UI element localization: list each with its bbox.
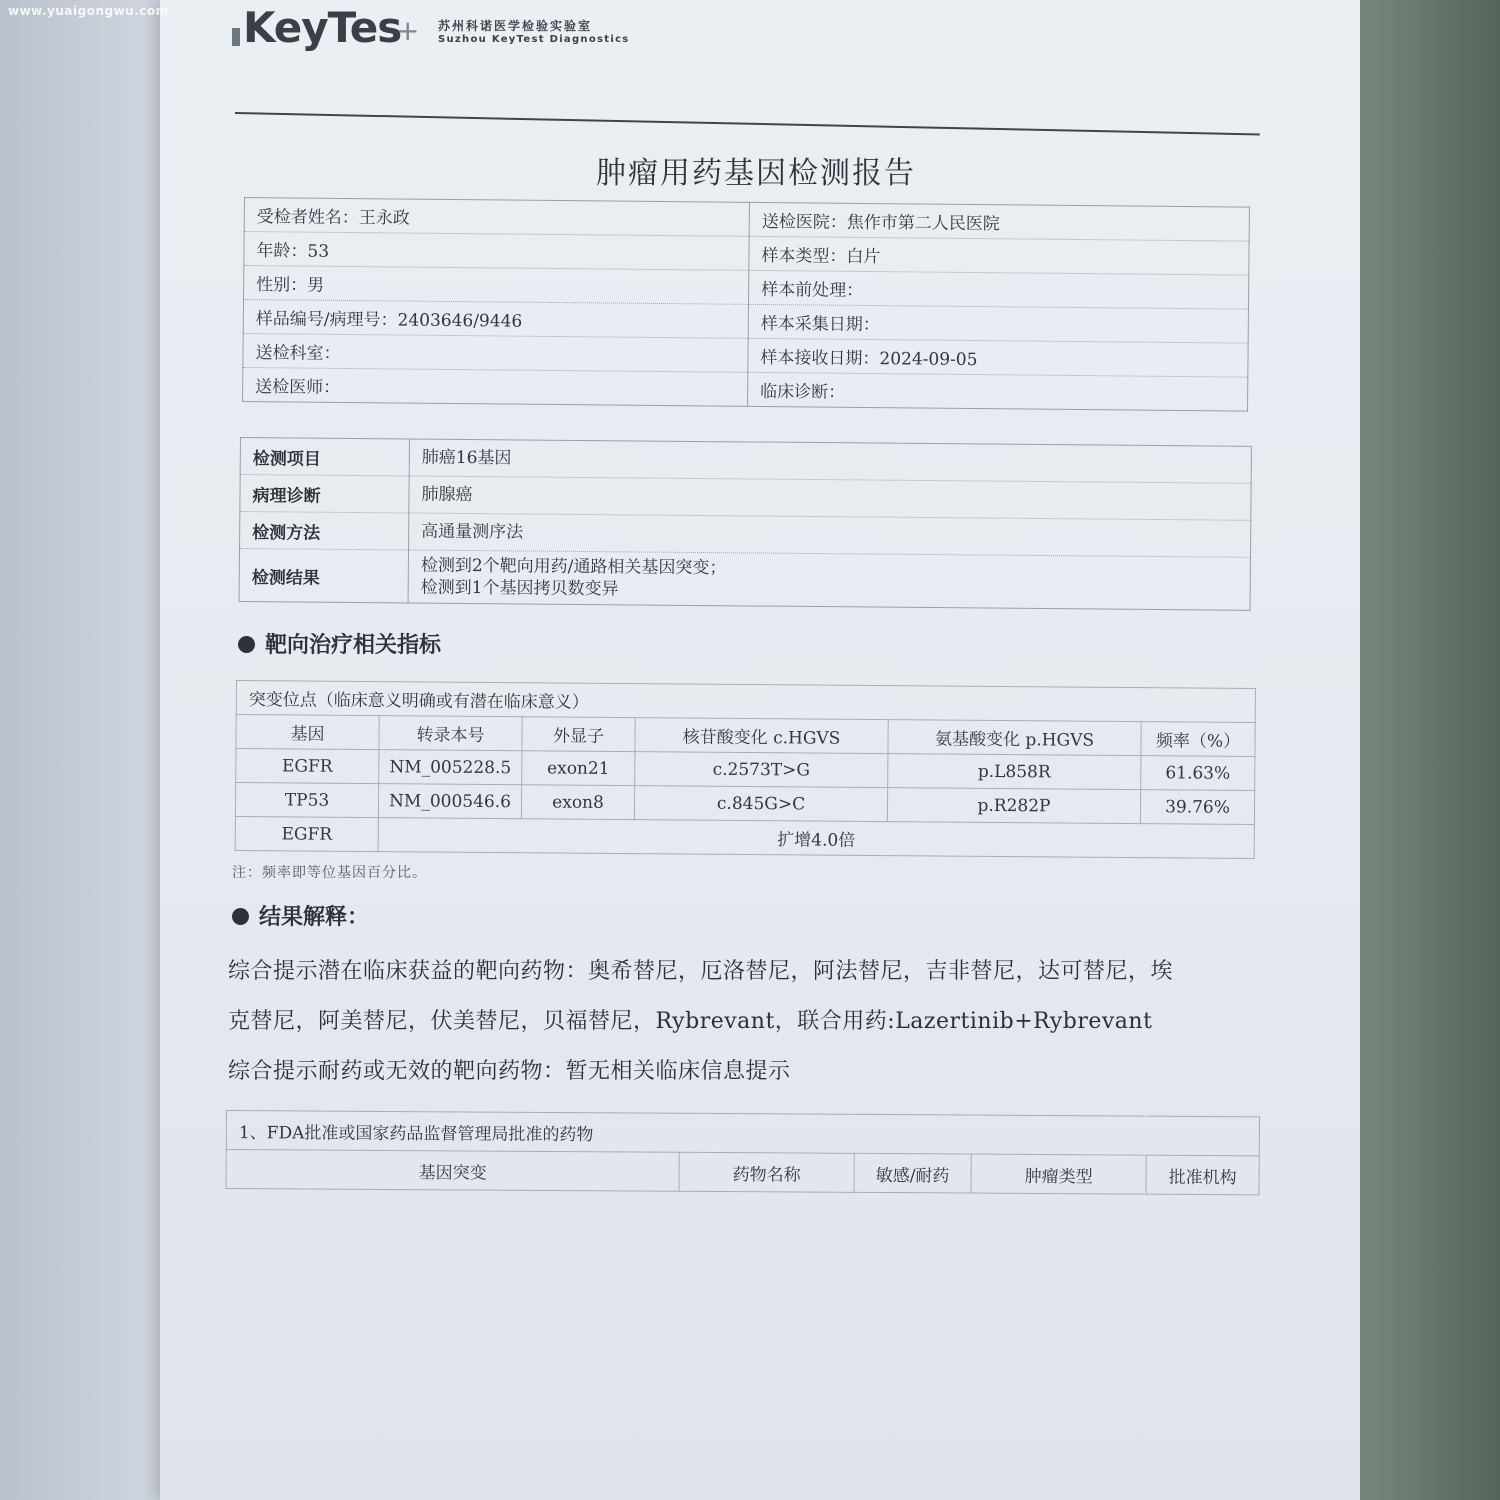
fda-table-caption: 1、FDA批准或国家药品监督管理局批准的药物 — [226, 1111, 1259, 1156]
column-header: 基因突变 — [226, 1150, 679, 1192]
interpretation-line: 克替尼，阿美替尼，伏美替尼，贝福替尼，Rybrevant，联合用药:Lazertinib+Rybrevant — [228, 1009, 1153, 1034]
section-targeted-heading — [238, 628, 441, 659]
table-row — [239, 549, 1250, 611]
mutation-table — [235, 680, 1256, 859]
column-header: 核苷酸变化 c.HGVS — [635, 718, 888, 754]
column-header: 转录本号 — [379, 716, 522, 751]
info-cell: 年龄：53 — [244, 232, 749, 271]
info-cell: 样本前处理： — [748, 270, 1248, 309]
watermark: www.yuaigongwu.com — [8, 4, 169, 18]
interpretation-line: 综合提示潜在临床获益的靶向药物：奥希替尼，厄洛替尼，阿法替尼，吉非替尼，达可替尼，埃 — [228, 959, 1174, 984]
test-label: 检测项目 — [240, 438, 409, 476]
info-cell: 样本类型：白片 — [749, 236, 1249, 275]
info-cell: 样本接收日期：2024-09-05 — [748, 338, 1248, 377]
table-caption-row — [226, 1111, 1259, 1156]
logo-wordmark: KeyTes — [243, 3, 402, 52]
info-cell: 临床诊断： — [748, 372, 1248, 411]
test-value-line: 肺癌16基因 — [421, 447, 512, 469]
table-cell: 61.63% — [1141, 756, 1255, 791]
test-value-line: 检测到1个基因拷贝数变异 — [420, 577, 619, 600]
column-header: 药物名称 — [679, 1152, 854, 1192]
table-header-row — [226, 1150, 1259, 1195]
section-title: 结果解释： — [259, 904, 370, 930]
table-cell: 扩增4.0倍 — [378, 818, 1254, 859]
section-title: 靶向治疗相关指标 — [265, 632, 442, 658]
table-cell: EGFR — [235, 816, 378, 851]
info-cell: 送检医师： — [243, 367, 748, 406]
report-title: 肿瘤用药基因检测报告 — [596, 156, 916, 191]
interpretation-line: 综合提示耐药或无效的靶向药物：暂无相关临床信息提示 — [228, 1059, 791, 1084]
table-cell: EGFR — [236, 749, 379, 784]
table-cell: c.845G>C — [634, 786, 887, 822]
table-cell: exon21 — [522, 751, 635, 786]
table-cell: p.R282P — [887, 788, 1140, 824]
table-cell: NM_005228.5 — [379, 750, 522, 785]
test-label: 病理诊断 — [240, 475, 409, 513]
bullet-dot-icon — [238, 636, 255, 653]
table-row — [235, 816, 1254, 858]
table-cell: TP53 — [235, 783, 378, 818]
column-header: 氨基酸变化 p.HGVS — [888, 720, 1141, 756]
patient-info-table — [242, 197, 1250, 412]
info-cell: 送检医院：焦作市第二人民医院 — [749, 202, 1249, 241]
test-label: 检测方法 — [240, 512, 409, 550]
section-interpretation-heading — [232, 900, 369, 931]
lab-name-cn: 苏州科诺医学检验实验室 — [438, 19, 593, 33]
test-value — [408, 550, 1250, 610]
column-header: 外显子 — [522, 717, 635, 752]
test-value-line: 高通量测序法 — [421, 521, 524, 543]
table-cell: p.L858R — [888, 754, 1141, 790]
column-header: 基因 — [236, 715, 379, 750]
table-cell: 39.76% — [1140, 790, 1254, 825]
table-cell: c.2573T>G — [635, 752, 888, 788]
mutation-table-caption: 突变位点（临床意义明确或有潜在临床意义） — [236, 681, 1255, 723]
test-label: 检测结果 — [239, 549, 408, 603]
test-value-line: 检测到2个靶向用药/通路相关基因突变； — [420, 555, 727, 579]
table-cell: exon8 — [521, 785, 634, 820]
test-value-line: 肺腺癌 — [421, 484, 473, 506]
info-cell: 送检科室： — [243, 333, 748, 372]
info-cell: 样品编号/病理号：2403646/9446 — [243, 300, 748, 339]
column-header: 肿瘤类型 — [971, 1154, 1146, 1194]
column-header: 频率（%） — [1141, 722, 1255, 757]
info-cell: 性别：男 — [244, 266, 749, 305]
background-left — [0, 0, 175, 1500]
table-note: 注：频率即等位基因百分比。 — [232, 865, 427, 881]
bullet-dot-icon — [232, 908, 249, 925]
logo-plus-icon: + — [396, 14, 420, 47]
column-header: 敏感/耐药 — [854, 1153, 971, 1193]
column-header: 批准机构 — [1146, 1155, 1259, 1195]
table-cell: NM_000546.6 — [378, 784, 521, 819]
test-info-table — [239, 437, 1252, 611]
fda-drug-table — [226, 1110, 1260, 1195]
info-cell: 受检者姓名：王永政 — [244, 198, 749, 237]
logo-bar-icon — [232, 28, 240, 46]
lab-name-en: Suzhou KeyTest Diagnostics — [438, 34, 630, 45]
info-cell: 样本采集日期： — [748, 304, 1248, 343]
